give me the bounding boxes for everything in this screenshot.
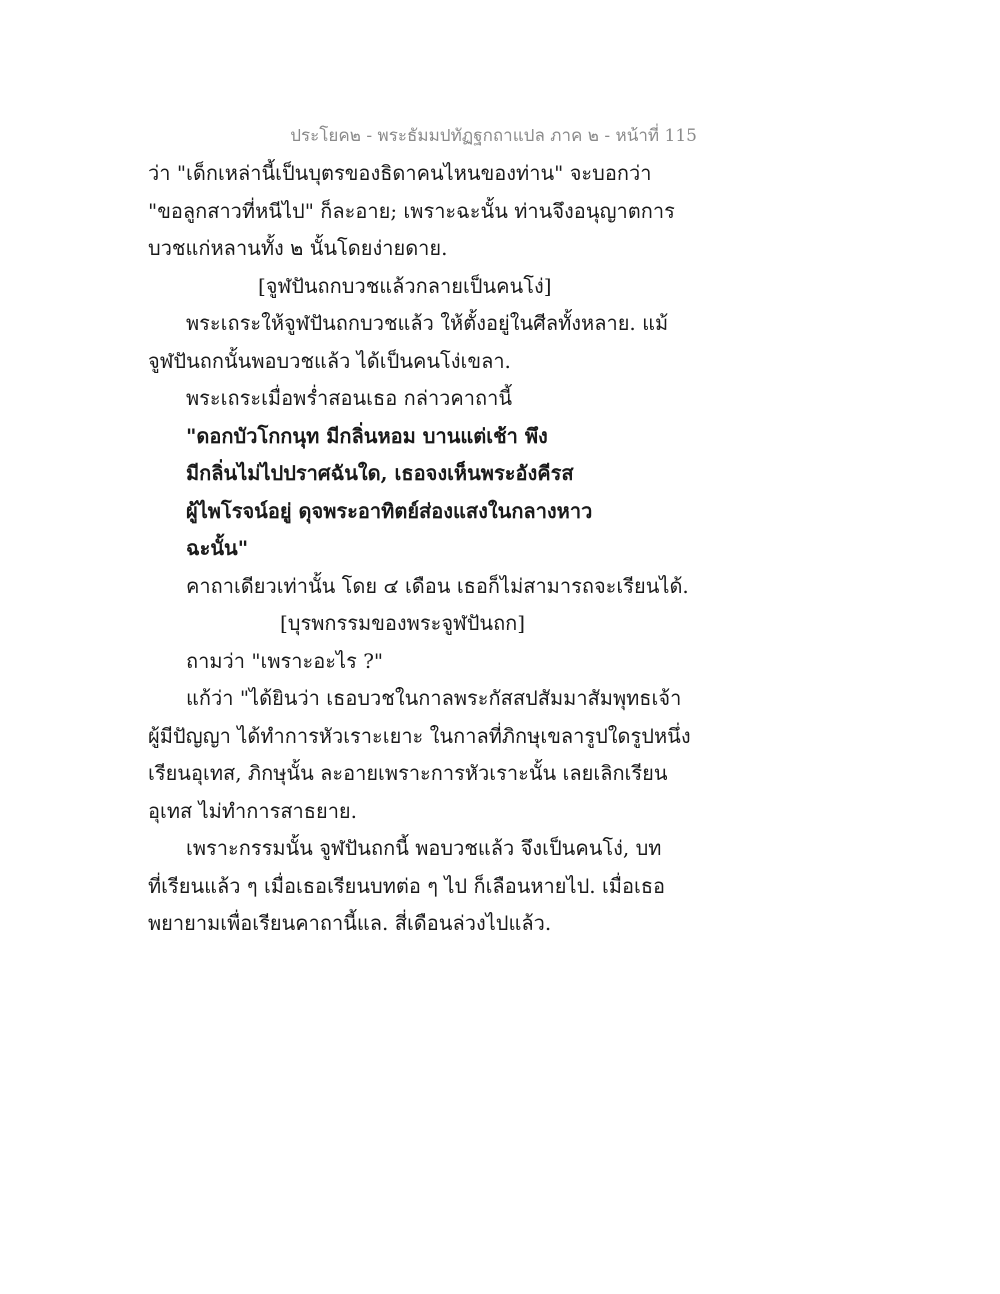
text-line: แก้ว่า "ได้ยินว่า เธอบวชในกาลพระกัสสปสัมมาสัมพุทธเจ้า [186,686,682,710]
page-header: ประโยค๒ - พระธัมมปทัฏฐกถาแปล ภาค ๒ - หน้าที่ 115 [290,126,697,146]
text-line: อุเทส ไม่ทำการสาธยาย. [148,798,358,823]
text-line: "ขอลูกสาวที่หนีไป" ก็ละอาย; เพราะฉะนั้น ท่านจึงอนุญาตการ [148,198,675,223]
text-line: บวชแก่หลานทั้ง ๒ นั้นโดยง่ายดาย. [148,236,448,260]
text-line: เรียนอุเทส, ภิกษุนั้น ละอายเพราะการหัวเราะนั้น เลยเลิกเรียน [148,761,668,785]
section-heading: [บุรพกรรมของพระจูฬปันถก] [280,611,526,635]
text-line: พระเถระเมื่อพร่ำสอนเธอ กล่าวคาถานี้ [186,386,513,410]
text-line: คาถาเดียวเท่านั้น โดย ๔ เดือน เธอก็ไม่สามารถจะเรียนได้. [186,573,689,598]
section-heading: [จูฬปันถกบวชแล้วกลายเป็นคนโง่] [258,273,552,298]
body-text [148,155,708,943]
verse-line: "ดอกบัวโกกนุท มีกลิ่นหอม บานแต่เช้า พึง [186,423,548,448]
text-line: ถามว่า "เพราะอะไร ?" [186,648,384,673]
text-line: ว่า "เด็กเหล่านี้เป็นบุตรของธิดาคนไหนของท่าน" จะบอกว่า [148,161,652,185]
text-line: พระเถระให้จูฬปันถกบวชแล้ว ให้ตั้งอยู่ในศีลทั้งหลาย. แม้ [186,311,669,335]
verse-line: ฉะนั้น" [186,536,249,560]
text-line: จูฬปันถกนั้นพอบวชแล้ว ได้เป็นคนโง่เขลา. [148,348,511,373]
text-line: พยายามเพื่อเรียนคาถานี้แล. สี่เดือนล่วงไปแล้ว. [148,911,552,935]
verse-line: มีกลิ่นไม่ไปปราศฉันใด, เธอจงเห็นพระอังคีรส [186,461,574,485]
verse-line: ผู้ไพโรจน์อยู่ ดุจพระอาทิตย์ส่องแสงในกลางหาว [186,498,593,523]
text-line: ผู้มีปัญญา ได้ทำการหัวเราะเยาะ ในกาลที่ภิกษุเขลารูปใดรูปหนึ่ง [148,723,691,748]
text-line: เพราะกรรมนั้น จูฬปันถกนี้ พอบวชแล้ว จึงเป็นคนโง่, บท [186,836,662,860]
text-line: ที่เรียนแล้ว ๆ เมื่อเธอเรียนบทต่อ ๆ ไป ก็เลือนหายไป. เมื่อเธอ [148,873,666,898]
